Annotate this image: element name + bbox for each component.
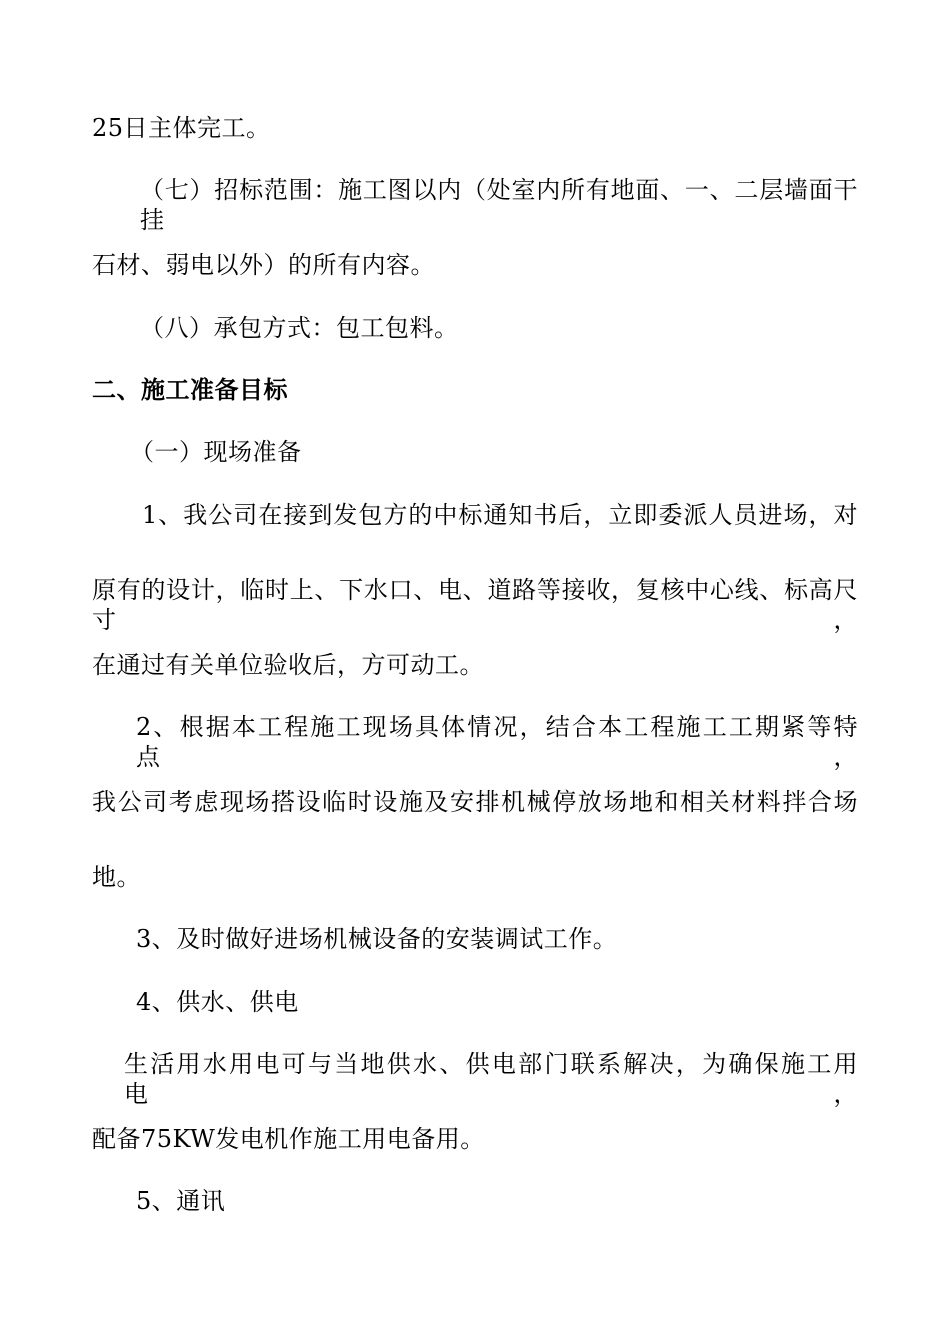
paragraph-line: （八）承包方式：包工包料。	[140, 314, 459, 342]
paragraph-line: 地。	[92, 863, 141, 891]
paragraph-line: 石材、弱电以外）的所有内容。	[92, 251, 435, 279]
paragraph-line: 原有的设计，临时上、下水口、电、道路等接收，复核中心线、标高尺寸，	[92, 576, 858, 634]
subsection-heading: 5、通讯	[136, 1187, 226, 1215]
paragraph-line: 配备75KW发电机作施工用电备用。	[92, 1125, 485, 1153]
paragraph-line: 2、根据本工程施工现场具体情况，结合本工程施工工期紧等特点，	[136, 713, 858, 771]
subsection-heading: （一）现场准备	[130, 438, 302, 466]
section-heading: 二、施工准备目标	[92, 376, 288, 404]
paragraph-line: 我公司考虑现场搭设临时设施及安排机械停放场地和相关材料拌合场	[92, 788, 858, 816]
paragraph-line: （七）招标范围：施工图以内（处室内所有地面、一、二层墙面干挂	[140, 176, 858, 234]
paragraph-line: 3、及时做好进场机械设备的安装调试工作。	[136, 925, 618, 953]
paragraph-line: 25日主体完工。	[92, 114, 271, 142]
paragraph-line: 1、我公司在接到发包方的中标通知书后，立即委派人员进场，对	[142, 501, 858, 529]
subsection-heading: 4、供水、供电	[136, 988, 299, 1016]
paragraph-line: 生活用水用电可与当地供水、供电部门联系解决，为确保施工用电，	[124, 1050, 858, 1108]
paragraph-line: 在通过有关单位验收后，方可动工。	[92, 651, 484, 679]
